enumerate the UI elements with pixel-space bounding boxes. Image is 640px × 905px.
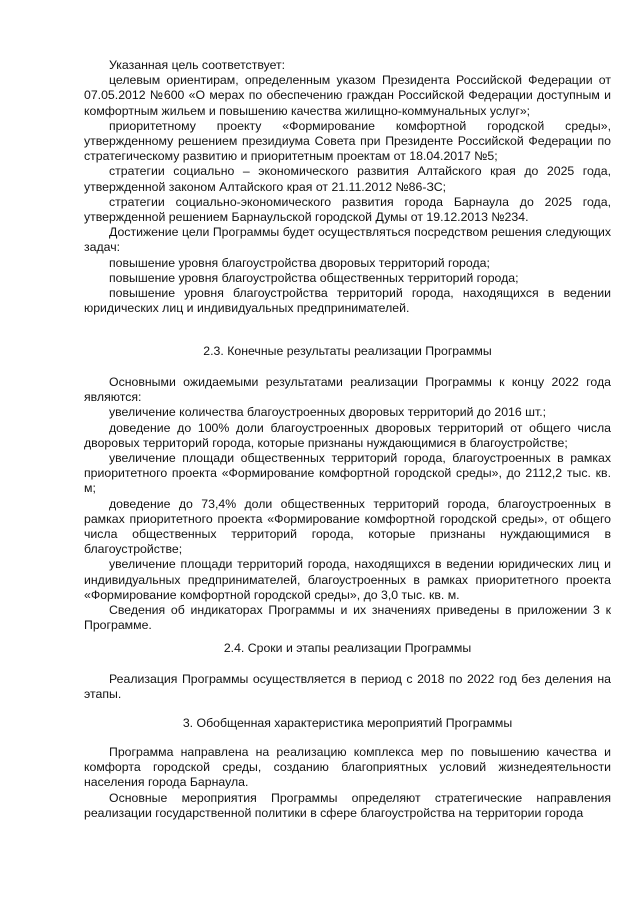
paragraph: повышение уровня благоустройства общественных территорий города; xyxy=(109,270,519,285)
paragraph: доведение до 100% доли благоустроенных дворовых территорий от общего числа дворовых территорий города, которые признаны нуждающимися в благоустройстве; xyxy=(84,420,611,450)
section-heading-3: 3. Обобщенная характеристика мероприятий Программы xyxy=(182,716,513,730)
paragraph: Программа направлена на реализацию комплекса мер по повышению качества и комфорта городской среды, созданию благоприятных условий жизнедеятельности населения города Барнаула. xyxy=(84,745,611,790)
paragraph: увеличение площади общественных территорий города, благоустроенных в рамках приоритетного проекта «Формирование комфортной городской среды», до 2112,2 тыс. кв. м; xyxy=(84,451,611,496)
section-2-4-body xyxy=(84,672,611,702)
paragraph: увеличение площади территорий города, находящихся в ведении юридических лиц и индивидуальных предпринимателей, благоустроенных в рамках приоритетного проекта «Формирование комфортной городской среды», до 3,0 тыс. кв. м. xyxy=(84,557,611,602)
section-2-3-body xyxy=(84,375,611,633)
section-3-body xyxy=(84,745,611,821)
section-heading-2-4: 2.4. Сроки и этапы реализации Программы xyxy=(223,641,472,655)
paragraph: повышение уровня благоустройства территорий города, находящихся в ведении юридических лиц и индивидуальных предпринимателей. xyxy=(84,286,611,316)
paragraph: стратегии социально – экономического развития Алтайского края до 2025 года, утвержденной законом Алтайского края от 21.11.2012 №86-ЗС; xyxy=(84,164,611,194)
paragraph: доведение до 73,4% доли общественных территорий города, благоустроенных в рамках приоритетного проекта «Формирование комфортной городской среды», от общего числа общественных территорий города, которые признаны нуждающимися в благоустройстве; xyxy=(84,496,611,557)
paragraph: повышение уровня благоустройства дворовых территорий города; xyxy=(109,255,490,270)
paragraph: Достижение цели Программы будет осуществляться посредством решения следующих задач: xyxy=(84,225,611,255)
paragraph: целевым ориентирам, определенным указом Президента Российской Федерации от 07.05.2012 №600 «О мерах по обеспечению граждан Российской Федерации доступным и комфортным жильем и повышению качества жилищно-коммунальных услуг»; xyxy=(84,73,611,118)
section-2-2-continuation xyxy=(84,58,611,316)
paragraph: Основные мероприятия Программы определяют стратегические направления реализации государственной политики в сфере благоустройства на территории города xyxy=(84,790,611,820)
paragraph: увеличение количества благоустроенных дворовых территорий до 2016 шт.; xyxy=(109,405,547,420)
paragraph: Сведения об индикаторах Программы и их значениях приведены в приложении 3 к Программе. xyxy=(84,603,611,633)
paragraph: приоритетному проекту «Формирование комфортной городской среды», утвержденному решением президиума Совета при Президенте Российской Федерации по стратегическому развитию и приоритетным проектам от 18.04.2017 №5; xyxy=(84,118,611,164)
paragraph: Реализация Программы осуществляется в период с 2018 по 2022 год без деления на этапы. xyxy=(84,672,611,702)
paragraph: стратегии социально-экономического развития города Барнаула до 2025 года, утвержденной решением Барнаульской городской Думы от 19.12.2013 №234. xyxy=(84,194,611,225)
paragraph: Указанная цель соответствует: xyxy=(109,58,286,72)
paragraph: Основными ожидаемыми результатами реализации Программы к концу 2022 года являются: xyxy=(84,375,611,405)
section-heading-2-3: 2.3. Конечные результаты реализации Программы xyxy=(203,344,492,358)
